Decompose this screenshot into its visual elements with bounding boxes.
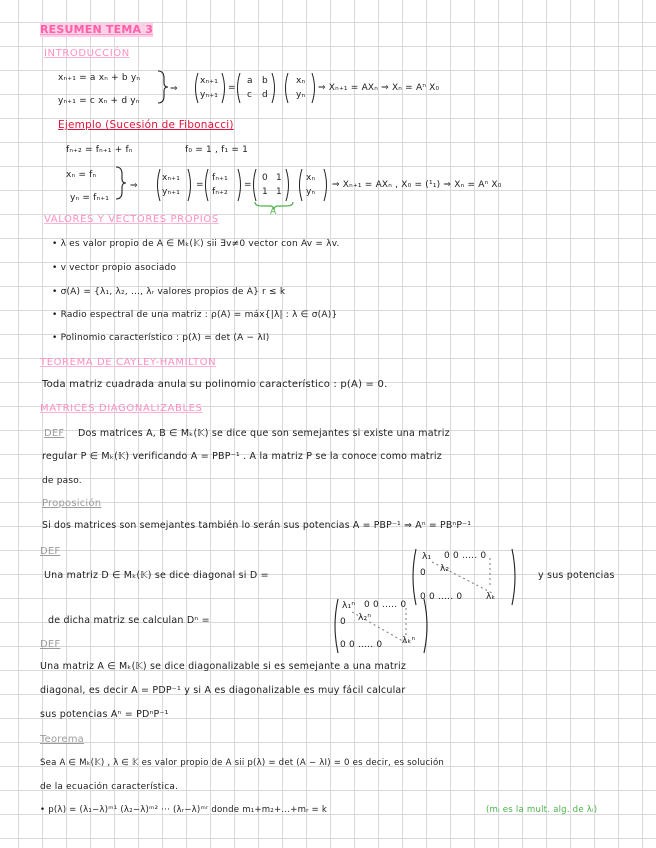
def-label-3: DEF (40, 639, 61, 650)
eig-bullet-3: • σ(A) = {λ₁, λ₂, ..., λᵣ valores propios de A} r ≤ k (52, 287, 286, 297)
example-x-def: xₙ = fₙ (66, 170, 97, 180)
def3-line-a: Una matriz A ∈ Mₖ(𝕂) se dice diagonalizable si es semejante a una matriz (40, 661, 407, 672)
theorem-line-c: • p(λ) = (λ₁−λ)ᵐ¹ (λ₂−λ)ᵐ² ··· (λᵣ−λ)ᵐʳ donde m₁+m₂+...+mᵣ = k (40, 805, 328, 815)
intro-equals: = (228, 83, 236, 93)
section-heading-matrices-diagonalizables: MATRICES DIAGONALIZABLES (40, 403, 203, 414)
eig-bullet-2: • v vector propio asociado (52, 263, 177, 273)
d-bottom-zeros: 0 0 ..... 0 (420, 592, 463, 602)
intro-vec-bottom: yₙ (296, 90, 306, 100)
intro-eq-1: xₙ₊₁ = a xₙ + b yₙ (58, 73, 141, 83)
example-vec-top: xₙ (306, 173, 316, 183)
example-f-top: fₙ₊₁ (212, 173, 228, 183)
intro-implies-arrow: ⇒ (170, 84, 178, 94)
def-label-2: DEF (40, 546, 61, 557)
def-label-1: DEF (44, 428, 65, 439)
theorem-note: (mᵢ es la mult. alg. de λᵢ) (486, 805, 598, 815)
intro-m22: d (262, 90, 268, 100)
dn-top-zeros: 0 0 ..... 0 (364, 600, 407, 610)
dn-bottom-zeros: 0 0 ..... 0 (340, 640, 383, 650)
dn-lambda-2: λ₂ⁿ (358, 613, 372, 623)
cayley-theorem-text: Toda matriz cuadrada anula su polinomio característico : p(A) = 0. (42, 379, 388, 390)
intro-m12: b (262, 76, 268, 86)
intro-lhs-top: xₙ₊₁ (200, 76, 219, 86)
example-a-label: A (270, 207, 277, 217)
example-initial: f₀ = 1 , f₁ = 1 (185, 145, 249, 155)
example-implies-arrow: ⇒ (130, 181, 138, 191)
example-heading: Ejemplo (Sucesión de Fibonacci) (58, 119, 234, 131)
theorem-label: Teorema (40, 734, 84, 745)
example-y-def: yₙ = fₙ₊₁ (70, 193, 110, 203)
proposition-text: Si dos matrices son semejantes también lo serán sus potencias A = PBP⁻¹ ⇒ Aⁿ = PBⁿP⁻¹ (42, 520, 472, 531)
example-vec-bottom: yₙ (306, 187, 316, 197)
example-f-bottom: fₙ₊₂ (212, 187, 228, 197)
section-heading-cayley-hamilton: TEOREMA DE CAYLEY-HAMILTON (40, 357, 217, 368)
eig-bullet-1: • λ es valor propio de A ∈ Mₖ(𝕂) sii ∃v≠0 vector con Av = λv. (52, 239, 340, 249)
d-top-zeros: 0 0 ..... 0 (444, 551, 487, 561)
intro-lhs-bottom: yₙ₊₁ (200, 90, 219, 100)
d-lambda-1: λ₁ (422, 552, 432, 562)
example-m22: 1 (276, 187, 282, 197)
example-right-brace (114, 166, 128, 200)
example-lhs-top: xₙ₊₁ (162, 173, 181, 183)
example-m11: 0 (262, 173, 268, 183)
intro-m21: c (247, 90, 253, 100)
dn-left-zeros: 0 (340, 617, 346, 627)
eig-bullet-4: • Radio espectral de una matriz : ρ(A) = máx{|λ| : λ ∈ σ(A)} (52, 310, 338, 320)
example-m12: 1 (276, 173, 282, 183)
eig-bullet-5: • Polinomio característico : p(λ) = det (A − λI) (52, 333, 270, 343)
theorem-line-a: Sea A ∈ Mₖ(𝕂) , λ ∈ 𝕂 es valor propio de A sii p(λ) = det (A − λI) = 0 es decir, es solución (40, 758, 445, 768)
example-result: ⇒ Xₙ₊₁ = AXₙ , X₀ = (¹₁) ⇒ Xₙ = Aⁿ X₀ (332, 180, 502, 190)
d-lambda-2: λ₂ (440, 564, 450, 574)
section-heading-valores-propios: VALORES Y VECTORES PROPIOS (44, 214, 219, 225)
intro-eq-2: yₙ₊₁ = c xₙ + d yₙ (58, 96, 140, 106)
example-lhs-bottom: yₙ₊₁ (162, 187, 181, 197)
example-eq2: = (244, 180, 252, 190)
d-left-zeros: 0 (420, 568, 426, 578)
intro-vec-top: xₙ (296, 76, 306, 86)
intro-right-brace (156, 70, 170, 104)
example-eq1: = (196, 180, 204, 190)
proposition-label: Proposición (42, 498, 102, 509)
dn-lambda-1: λ₁ⁿ (342, 601, 356, 611)
example-m21: 1 (262, 187, 268, 197)
page-title: RESUMEN TEMA 3 (40, 23, 154, 36)
def2-line-b: y sus potencias (538, 570, 615, 581)
def2-line-c: de dicha matriz se calculan Dⁿ = (48, 615, 210, 626)
intro-m11: a (247, 76, 253, 86)
def3-line-c: sus potencias Aⁿ = PDⁿP⁻¹ (40, 709, 169, 720)
section-heading-introduccion: INTRODUCCIÓN (44, 48, 130, 59)
def1-line-b: regular P ∈ Mₖ(𝕂) verificando A = PBP⁻¹ . A la matriz P se la conoce como matriz (42, 451, 442, 462)
dn-lambda-k: λₖⁿ (402, 636, 416, 646)
intro-result: ⇒ Xₙ₊₁ = AXₙ ⇒ Xₙ = Aⁿ X₀ (318, 83, 440, 93)
def3-line-b: diagonal, es decir A = PDP⁻¹ y si A es diagonalizable es muy fácil calcular (40, 685, 406, 696)
example-recurrence: fₙ₊₂ = fₙ₊₁ + fₙ (66, 145, 133, 155)
def2-line-a: Una matriz D ∈ Mₖ(𝕂) se dice diagonal si D = (44, 570, 269, 581)
def1-line-c: de paso. (42, 476, 82, 486)
d-lambda-k: λₖ (486, 592, 496, 602)
def1-line-a: Dos matrices A, B ∈ Mₖ(𝕂) se dice que son semejantes si existe una matriz (78, 428, 450, 439)
theorem-line-b: de la ecuación característica. (40, 782, 179, 792)
